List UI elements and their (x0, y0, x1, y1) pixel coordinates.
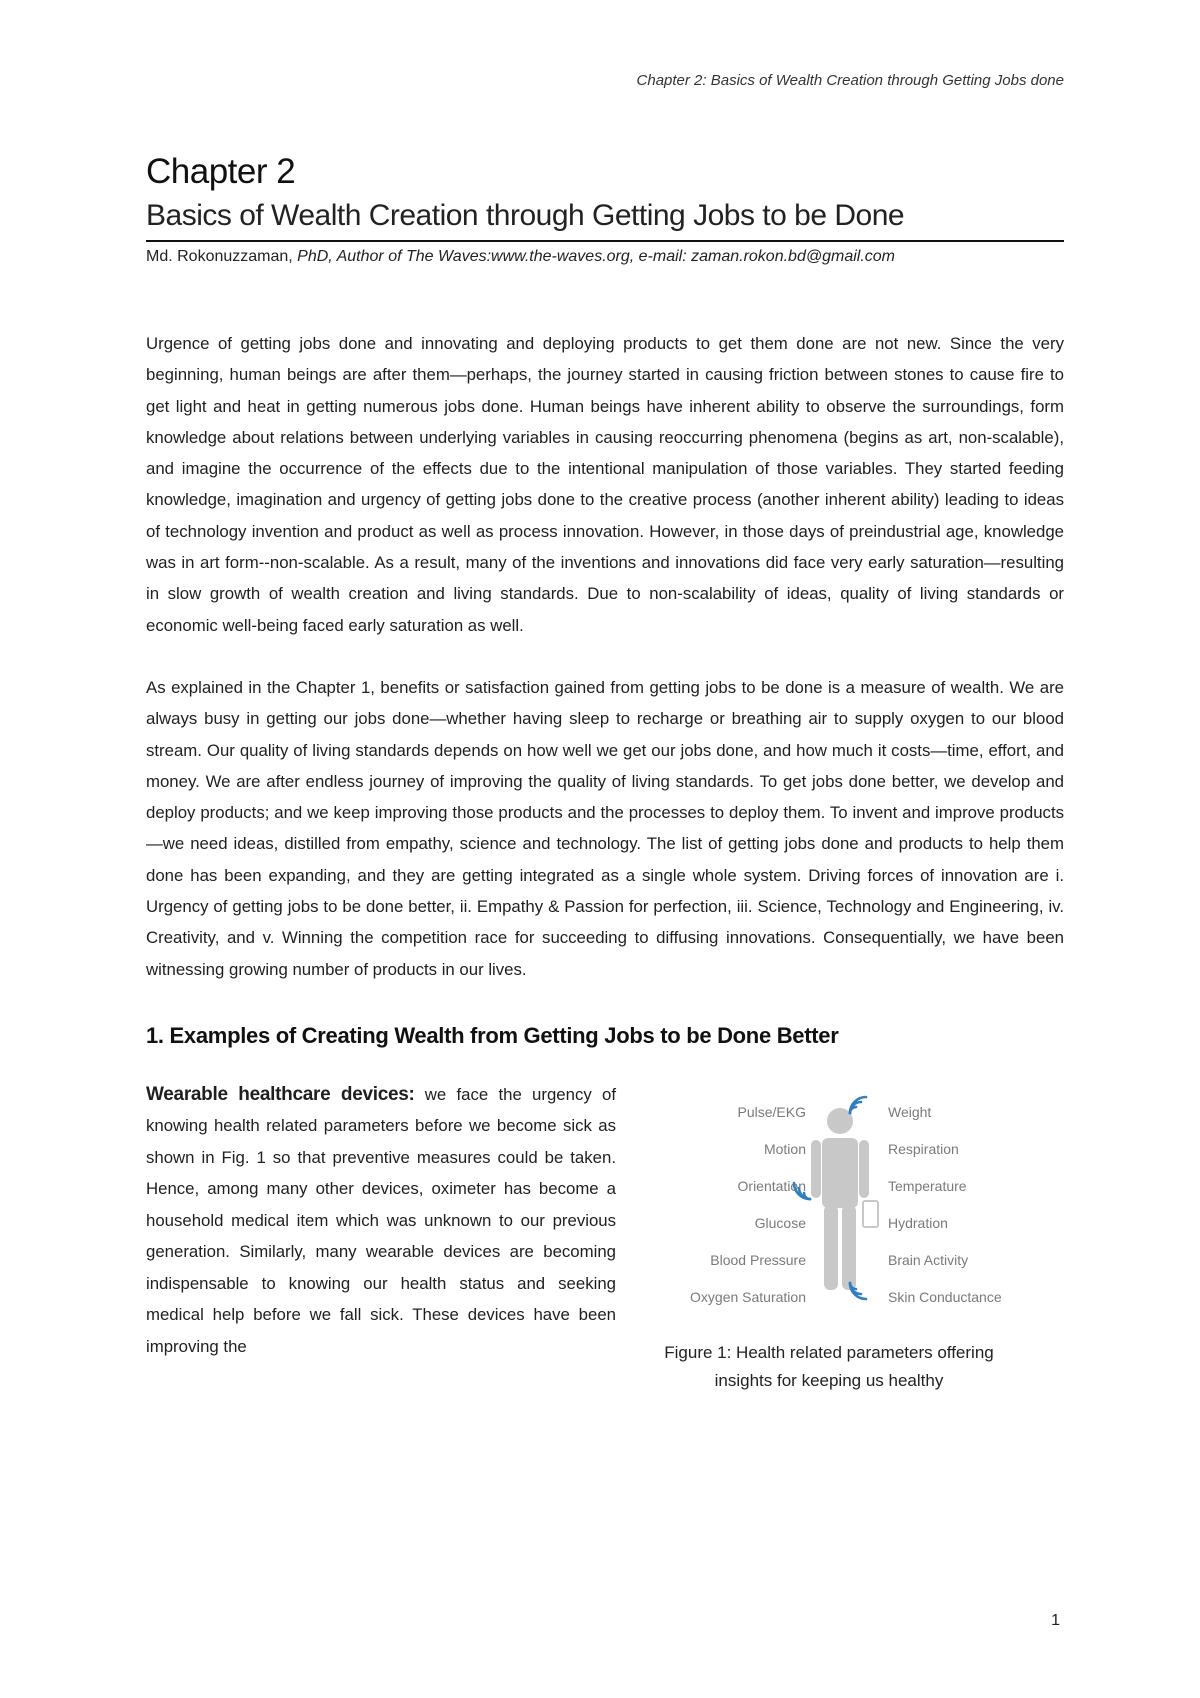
param-skin-conductance: Skin Conductance (888, 1288, 1002, 1305)
inline-heading: Wearable healthcare devices: (146, 1083, 415, 1105)
param-hydration: Hydration (888, 1214, 948, 1231)
smartphone-icon (863, 1201, 878, 1227)
param-temperature: Temperature (888, 1177, 967, 1194)
figure-caption: Figure 1: Health related parameters offering insights for keeping us healthy (664, 1342, 994, 1390)
param-pulse: Pulse/EKG (737, 1103, 806, 1120)
page-number: 1 (1051, 1612, 1060, 1629)
chapter-title: Chapter 2 (146, 152, 296, 191)
param-glucose: Glucose (754, 1214, 806, 1231)
intro-paragraph: Urgence of getting jobs done and innovating and deploying products to get them done are not new. Since the very beginning, human beings are after them—perhaps, the journey started in causing friction between stones to cause fire to get light and heat in getting numerous jobs done. Human beings have inherent ability to observe the surroundings, form knowledge about relations between underlying variables in causing reoccurring phenomena (begins as art, non-scalable), and imagine the occurrence of the effects due to the intentional manipulation of those variables. They started feeding knowledge, imagination and urgency of getting jobs done to the creative process (another inherent ability) leading to ideas of technology invention and product as well as process innovation. However, in those days of preindustrial age, knowledge was in art form--non-scalable. As a result, many of the inventions and innovations did face very early saturation—resulting in slow growth of wealth creation and living standards. Due to non-scalability of ideas, quality of living standards or economic well-being faced early saturation as well. (146, 334, 1064, 635)
param-oxygen: Oxygen Saturation (690, 1288, 806, 1305)
human-figure-icon (784, 1083, 894, 1323)
param-orientation: Orientation (737, 1177, 806, 1194)
left-column (146, 1079, 616, 1395)
signal-icon (850, 1097, 866, 1113)
signal-icon (794, 1183, 810, 1199)
wearables-text: we face the urgency of knowing health related parameters before we become sick as shown in Fig. 1 so that preventive measures could be taken. Hence, among many other devices, oximeter has become a household medical item which was unknown to our previous generation. Similarly, many wearable devices are becoming indispensable to knowing our health status and seeking medical help before we fall sick. These devices have been improving the (146, 1084, 616, 1356)
wearables-paragraph (146, 1079, 616, 1363)
wealth-paragraph: As explained in the Chapter 1, benefits or satisfaction gained from getting jobs to be done is a measure of wealth. We are always busy in getting our jobs done—whether having sleep to recharge or breathing air to supply oxygen to our blood stream. Our quality of living standards depends on how well we get our jobs done, and how much it costs—time, effort, and money. We are after endless journey of improving the quality of living standards. To get jobs done better, we develop and deploy products; and we keep improving those products and the processes to deploy them. To invent and improve products—we need ideas, distilled from empathy, science and technology. The list of getting jobs done and products to help them done has been expanding, and they are getting integrated as a single whole system. Driving forces of innovation are i. Urgency of getting jobs to be done better, ii. Empathy & Passion for perfection, iii. Science, Technology and Engineering, iv. Creativity, and v. Winning the competition race for succeeding to diffusing innovations. Consequentially, we have been witnessing growing number of products in our lives. (146, 677, 1064, 979)
param-weight: Weight (888, 1103, 932, 1120)
param-respiration: Respiration (888, 1140, 959, 1157)
author-name: Md. Rokonuzzaman, (146, 248, 293, 265)
chapter-subtitle: Basics of Wealth Creation through Getting Jobs to be Done (146, 196, 1064, 242)
page-content (146, 150, 1064, 1395)
figure-column (634, 1079, 1064, 1395)
section-heading: 1. Examples of Creating Wealth from Getting Jobs to be Done Better (146, 1022, 839, 1048)
health-parameters-figure (634, 1083, 1064, 1333)
author-details: PhD, Author of The Waves:www.the-waves.org, e-mail: zaman.rokon.bd@gmail.com (292, 248, 895, 265)
author-line (146, 246, 1064, 268)
param-motion: Motion (763, 1140, 806, 1157)
running-header: Chapter 2: Basics of Wealth Creation through Getting Jobs done (636, 72, 1064, 89)
param-blood-pressure: Blood Pressure (710, 1251, 806, 1268)
param-brain-activity: Brain Activity (888, 1251, 969, 1268)
two-column-section (146, 1079, 1064, 1395)
